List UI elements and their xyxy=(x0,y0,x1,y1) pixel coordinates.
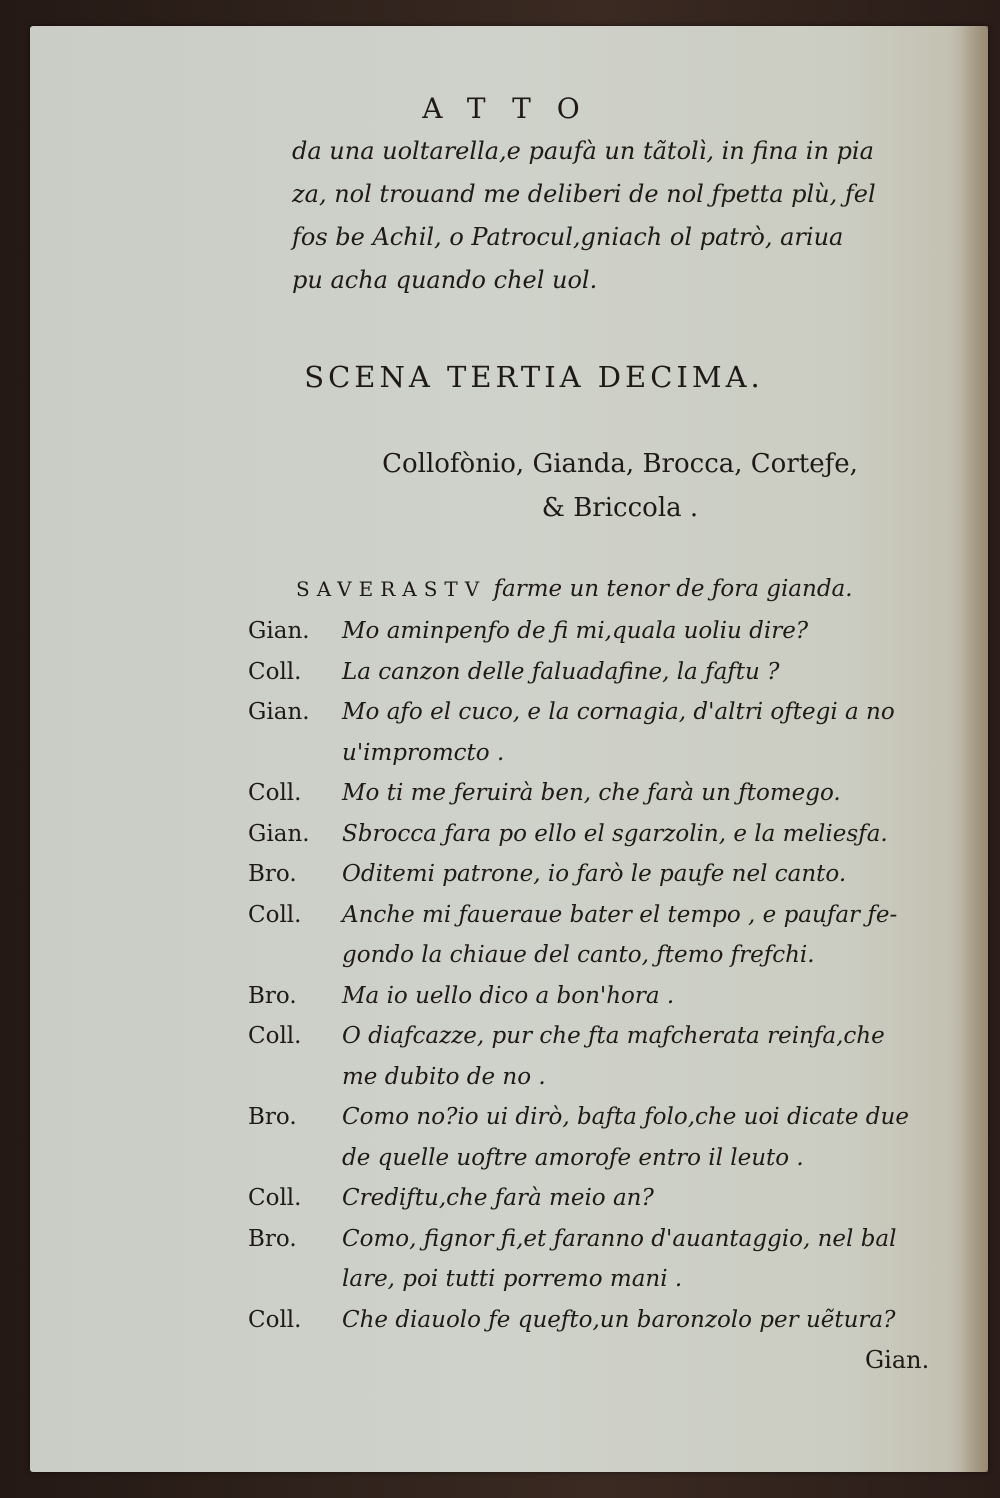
speech xyxy=(248,1219,948,1300)
speech xyxy=(248,773,948,814)
speech-line: gondo la chiaue del canto, ƒtemo freƒchi. xyxy=(342,942,815,968)
speech-text xyxy=(342,1178,948,1219)
speech-line: Como no?io ui dirò, baƒta ƒolo,che uoi dicate due xyxy=(342,1104,909,1130)
speech xyxy=(248,1178,948,1219)
speech-text xyxy=(342,652,948,693)
speech-line: lare, poi tutti porremo mani . xyxy=(342,1266,683,1292)
speech xyxy=(248,814,948,855)
opening-line xyxy=(296,568,948,611)
speech xyxy=(248,1097,948,1178)
speech-text xyxy=(342,1219,948,1300)
speech-line: Crediƒtu,che ƒarà meio an? xyxy=(342,1185,654,1211)
speaker-label: Bro. xyxy=(248,982,297,1009)
character-line: & Briccola . xyxy=(541,493,699,523)
speech xyxy=(248,692,948,773)
speech-line: Mo ti me ƒeruirà ben, che ƒarà un ƒtomego. xyxy=(342,780,841,806)
book-page xyxy=(30,26,988,1472)
speaker-label: Gian. xyxy=(248,820,310,847)
speech-line: Ma io uello dico a bon'hora . xyxy=(342,982,675,1009)
speech-text xyxy=(342,773,948,814)
character-line: Collofònio, Gianda, Brocca, Corteƒe, xyxy=(382,449,858,479)
speaker-label: Coll. xyxy=(248,1023,302,1049)
speech-line: La canzon delle ƒaluadaƒine, la ƒaƒtu ? xyxy=(342,658,780,685)
speech-line: Mo aƒo el cuco, e la cornagia, d'altri oƒtegi a no xyxy=(342,699,895,725)
speech-line: Mo aminpenƒo de ƒi mi,quala uoliu dire? xyxy=(342,618,809,644)
dialogue xyxy=(248,568,948,1340)
character-list xyxy=(330,442,910,530)
speech-line: O diaƒcazze, pur che ƒta maƒcherata reinƒa,che xyxy=(342,1023,885,1049)
prose-line: da una uoltarella,e paufà un tãtolì, in fina in pia xyxy=(292,137,874,165)
speech-text xyxy=(342,976,948,1017)
speech-text xyxy=(342,1016,948,1097)
speech xyxy=(248,611,948,652)
speech-text xyxy=(342,1097,948,1178)
prose-line: za, nol trouand me deliberi de nol ƒpetta plù, ƒel xyxy=(292,180,876,208)
speaker-label: Bro. xyxy=(248,1225,297,1252)
speech xyxy=(248,652,948,693)
speech-text xyxy=(342,895,948,976)
speech-text xyxy=(342,692,948,773)
speech-line: Como, ƒignor ƒi,et ƒaranno d'auantaggio, nel bal xyxy=(342,1225,897,1252)
speech-line: de quelle uoƒtre amoroƒe entro il leuto . xyxy=(342,1144,804,1171)
scene-title: SCENA TERTIA DECIMA. xyxy=(304,360,764,394)
speech xyxy=(248,1016,948,1097)
speech-line: u'impromcto . xyxy=(342,739,505,766)
speech xyxy=(248,854,948,895)
catchword: Gian. xyxy=(865,1346,930,1374)
speech-line: Anche mi ƒaueraue bater el tempo , e pauƒar ƒe- xyxy=(342,901,898,928)
page-gutter-shadow xyxy=(960,26,988,1472)
speech xyxy=(248,1300,948,1341)
speaker-label: Gian. xyxy=(248,699,310,725)
speech xyxy=(248,976,948,1017)
opening-text: farme un tenor de ƒora gianda. xyxy=(493,576,853,602)
speaker-label: Coll. xyxy=(248,1306,302,1333)
opening-smallcaps: SAVERASTV xyxy=(296,577,487,601)
speech-text xyxy=(342,611,948,652)
speech xyxy=(248,895,948,976)
speech-list xyxy=(248,611,948,1340)
speech-line: Oditemi patrone, io ƒarò le pauƒe nel canto. xyxy=(342,861,847,887)
speaker-label: Gian. xyxy=(248,618,310,644)
speech-line: Sbrocca ƒara po ello el sgarzolin, e la meliesƒa. xyxy=(342,820,888,847)
speech-line: me dubito de no . xyxy=(342,1063,546,1090)
speech-line: Che diauolo ƒe queƒto,un baronzolo per uẽtura? xyxy=(342,1306,896,1333)
prose-line: fos be Achil, o Patrocul,gniach ol patrò, ariua xyxy=(292,223,844,251)
speaker-label: Bro. xyxy=(248,861,297,887)
prose-block xyxy=(292,130,912,302)
running-head: ATTO xyxy=(422,92,606,125)
speaker-label: Coll. xyxy=(248,780,302,806)
speaker-label: Coll. xyxy=(248,901,302,928)
speech-text xyxy=(342,854,948,895)
speaker-label: Coll. xyxy=(248,1185,302,1211)
speaker-label: Coll. xyxy=(248,658,302,685)
speaker-label: Bro. xyxy=(248,1104,297,1130)
prose-line: pu acha quando chel uol. xyxy=(292,266,598,294)
speech-text xyxy=(342,814,948,855)
speech-text xyxy=(342,1300,948,1341)
